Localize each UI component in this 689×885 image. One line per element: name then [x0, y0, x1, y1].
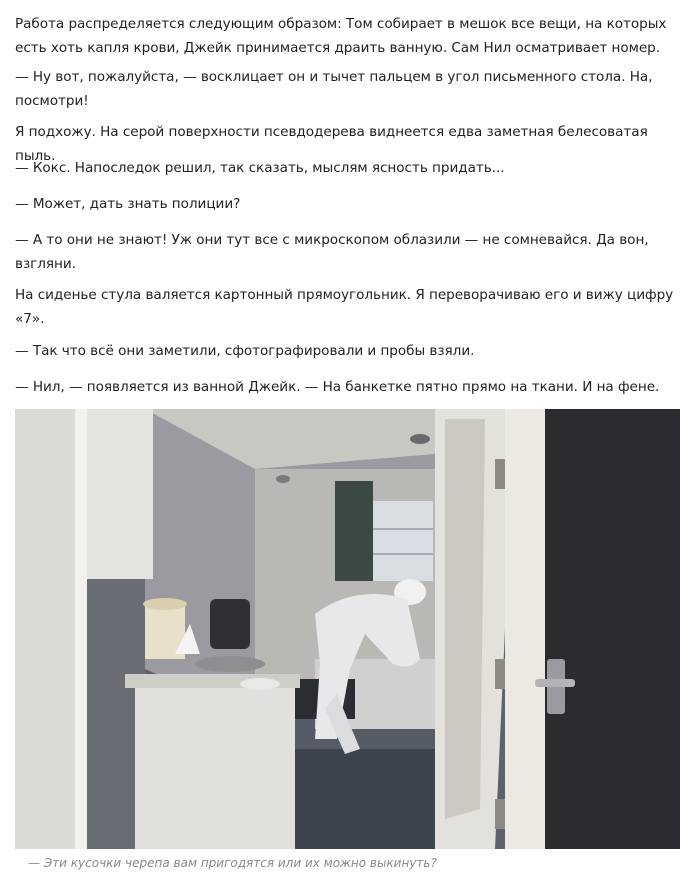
paragraph-9: — Нил, — появляется из ванной Джейк. — На банкетке пятно прямо на ткани. И на фене.: [15, 379, 660, 395]
paragraph-3: Я подхожу. На серой поверхности псевдодерева виднеется едва заметная белесоватая пыль.: [15, 124, 648, 164]
paragraph-6: — А то они не знают! Уж они тут все с микроскопом облазили — не сомневайся. Да вон, взгляни.: [15, 232, 649, 272]
photo-caption: — Эти кусочки черепа вам пригодятся или их можно выкинуть?: [28, 856, 437, 870]
paragraph-7: На сиденье стула валяется картонный прямоугольник. Я переворачиваю его и вижу цифру «7».: [15, 287, 674, 327]
paragraph-2: — Ну вот, пожалуйста, — восклицает он и тычет пальцем в угол письменного стола. На, посмотри!: [15, 69, 653, 109]
paragraph-1: Работа распределяется следующим образом: Том собирает в мешок все вещи, на которых есть хоть капля крови, Джейк принимается драить ванную. Сам Нил осматривает номер.: [15, 16, 667, 56]
crime-scene-photo: [15, 409, 680, 849]
paragraph-4: — Кокс. Напоследок решил, так сказать, мыслям ясность придать...: [15, 160, 505, 176]
paragraph-8: — Так что всё они заметили, сфотографировали и пробы взяли.: [15, 343, 475, 359]
paragraph-5: — Может, дать знать полиции?: [15, 196, 241, 212]
